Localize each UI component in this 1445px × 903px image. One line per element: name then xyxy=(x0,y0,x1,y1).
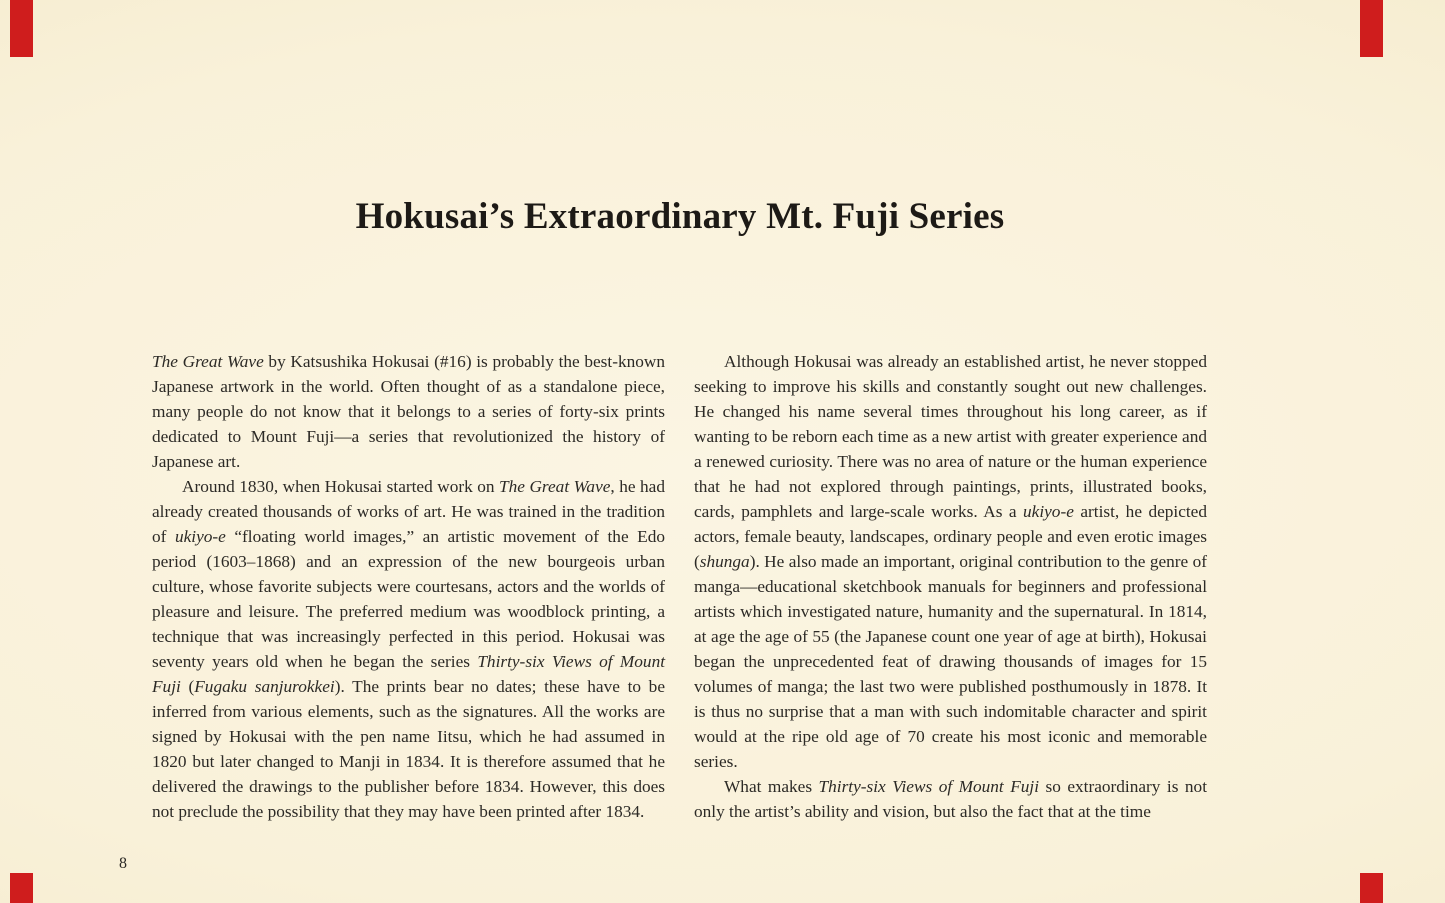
red-edge-mark-top-left xyxy=(10,0,33,57)
right-column xyxy=(694,349,1207,824)
paragraph: The Great Wave by Katsushika Hokusai (#16) is probably the best-known Japanese artwork in the world. Often thought of as a standalone piece, many people do not know that it belongs to a series of forty-six prints dedicated to Mount Fuji—a series that revolutionized the history of Japanese art. xyxy=(152,352,665,471)
red-edge-mark-bottom-left xyxy=(10,873,33,903)
page-number: 8 xyxy=(119,855,127,872)
paragraph: Although Hokusai was already an established artist, he never stopped seeking to improve his skills and constantly sought out new challenges. He changed his name several times throughout his long career, as if wanting to be reborn each time as a new artist with greater experience and a renewed curiosity. There was no area of nature or the human experience that he had not explored through paintings, prints, illustrated books, cards, pamphlets and large-scale works. As a ukiyo-e artist, he depicted actors, female beauty, landscapes, ordinary people and even erotic images (shunga). He also made an important, original contribution to the genre of manga—educational sketchbook manuals for beginners and professional artists which investigated nature, humanity and the supernatural. In 1814, at age the age of 55 (the Japanese count one year of age at birth), Hokusai began the unprecedented feat of drawing thousands of images for 15 volumes of manga; the last two were published posthumously in 1878. It is thus no surprise that a man with such indomitable character and spirit would at the ripe old age of 70 create his most iconic and memorable series. xyxy=(694,352,1207,771)
text-columns xyxy=(152,349,1208,824)
page-title: Hokusai’s Extraordinary Mt. Fuji Series xyxy=(355,196,1005,237)
paragraph: What makes Thirty-six Views of Mount Fuji so extraordinary is not only the artist’s ability and vision, but also the fact that at the time xyxy=(694,777,1207,821)
red-edge-mark-top-right xyxy=(1360,0,1383,57)
red-edge-mark-bottom-right xyxy=(1360,873,1383,903)
left-column xyxy=(152,349,665,824)
paragraph: Around 1830, when Hokusai started work on The Great Wave, he had already created thousands of works of art. He was trained in the tradition of ukiyo-e “floating world images,” an artistic movement of the Edo period (1603–1868) and an expression of the new bourgeois urban culture, whose favorite subjects were courtesans, actors and the worlds of pleasure and leisure. The preferred medium was woodblock printing, a technique that was increasingly perfected in this period. Hokusai was seventy years old when he began the series Thirty-six Views of Mount Fuji (Fugaku sanjurokkei). The prints bear no dates; these have to be inferred from various elements, such as the signatures. All the works are signed by Hokusai with the pen name Iitsu, which he had assumed in 1820 but later changed to Manji in 1834. It is therefore assumed that he delivered the drawings to the publisher before 1834. However, this does not preclude the possibility that they may have been printed after 1834. xyxy=(152,477,666,821)
